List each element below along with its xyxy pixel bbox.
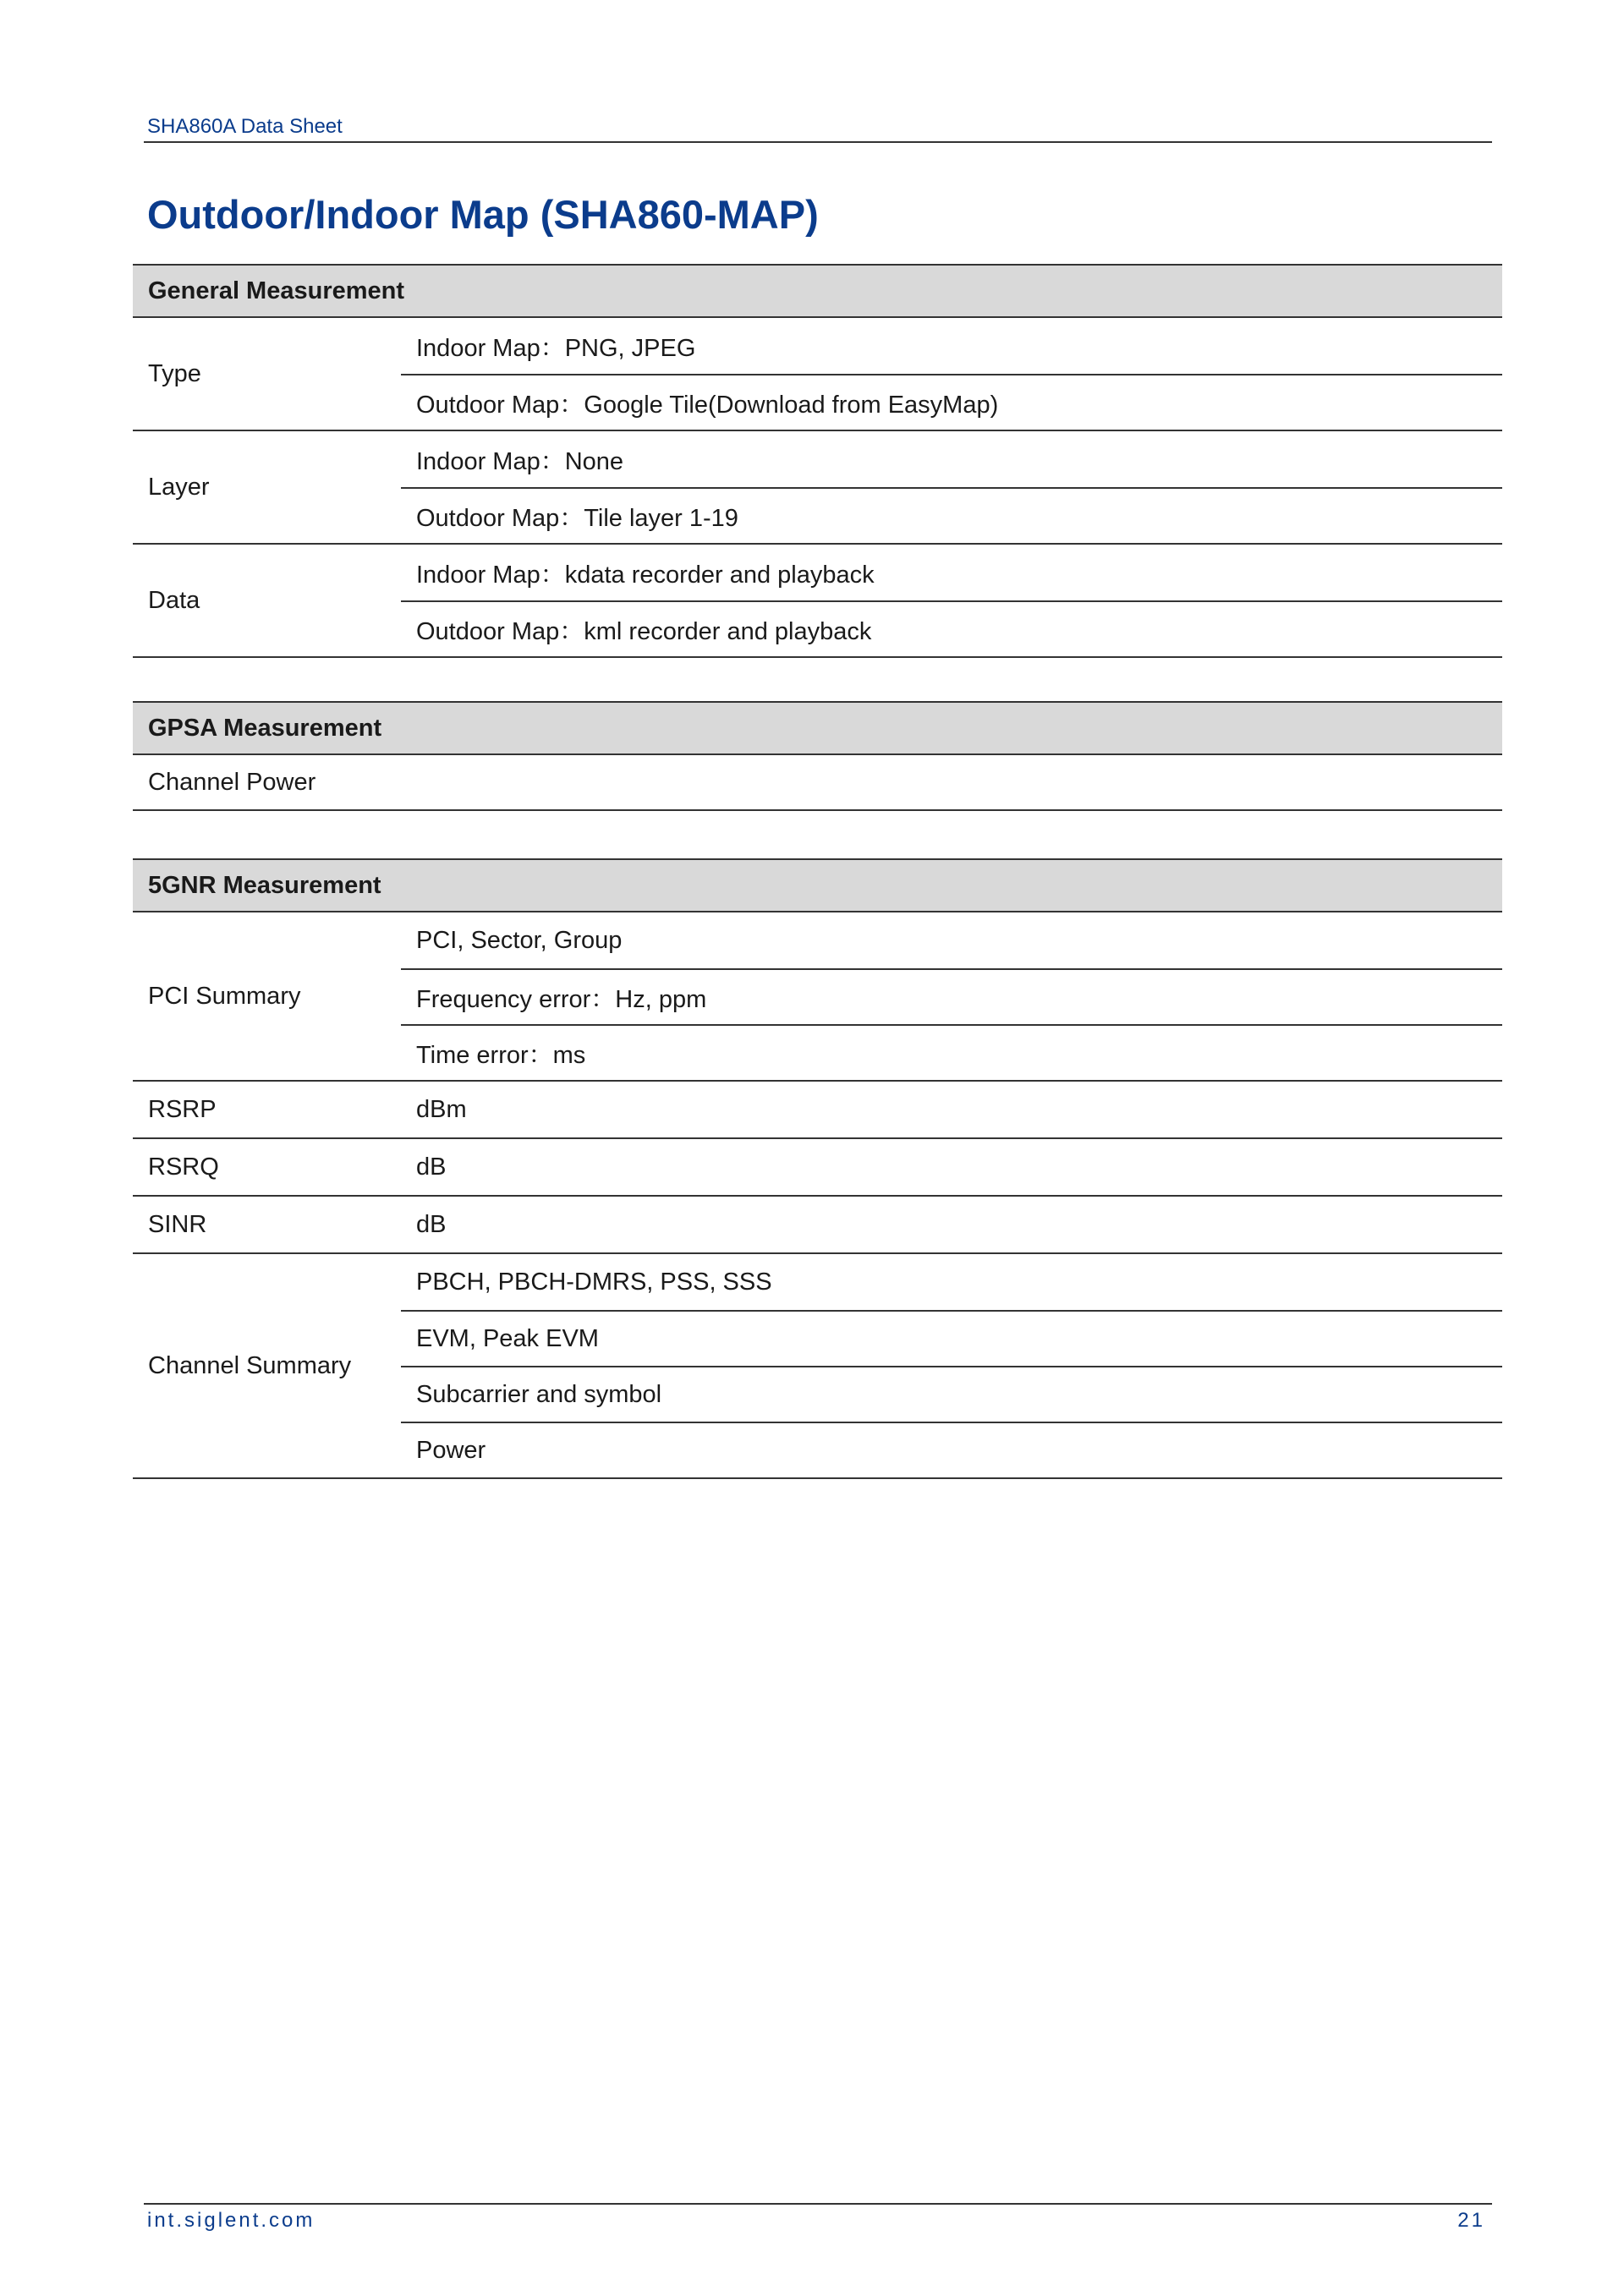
spec-label: SINR [148, 1210, 207, 1238]
spec-value: EVM, Peak EVM [401, 1310, 1502, 1366]
spec-label: RSRQ [148, 1153, 219, 1181]
spec-group-sinr [133, 1197, 1502, 1254]
spec-value: Power [401, 1422, 1502, 1477]
spec-group-rsrp [133, 1082, 1502, 1139]
5gnr-measurement-table [133, 858, 1502, 1479]
spec-label: Type [148, 359, 201, 387]
section-heading: General Measurement [133, 264, 1502, 318]
spec-value: Subcarrier and symbol [401, 1366, 1502, 1422]
spec-label: PCI Summary [148, 982, 301, 1010]
spec-value: Frequency error：Hz, ppm [401, 968, 1502, 1024]
spec-group-type [133, 318, 1502, 431]
header-divider [144, 141, 1492, 143]
page-title: Outdoor/Indoor Map (SHA860-MAP) [147, 192, 819, 237]
spec-value: Outdoor Map：kml recorder and playback [401, 600, 1502, 656]
spec-group-data [133, 545, 1502, 658]
spec-value: dB [416, 1210, 447, 1238]
spec-group-rsrq [133, 1139, 1502, 1197]
spec-group-layer [133, 431, 1502, 545]
section-heading: GPSA Measurement [133, 701, 1502, 755]
spec-value: PBCH, PBCH-DMRS, PSS, SSS [416, 1268, 772, 1296]
page-number: 21 [1457, 2209, 1485, 2232]
spec-value: Indoor Map：PNG, JPEG [416, 334, 696, 362]
spec-value: Time error：ms [401, 1024, 1502, 1080]
spec-group-channel-summary [133, 1254, 1502, 1479]
spec-value: dB [416, 1153, 447, 1181]
running-header-title: SHA860A Data Sheet [147, 115, 343, 138]
spec-value: dBm [416, 1095, 467, 1123]
spec-row-channel-power: Channel Power [133, 755, 1502, 811]
spec-value: PCI, Sector, Group [416, 926, 623, 954]
spec-label: Channel Summary [148, 1351, 352, 1379]
section-heading: 5GNR Measurement [133, 858, 1502, 912]
spec-value: Indoor Map：kdata recorder and playback [416, 561, 875, 589]
spec-label: RSRP [148, 1095, 217, 1123]
spec-label: Data [148, 586, 200, 614]
spec-value: Outdoor Map：Tile layer 1-19 [401, 487, 1502, 543]
spec-label: Layer [148, 473, 210, 501]
spec-group-pci-summary [133, 912, 1502, 1082]
general-measurement-table [133, 264, 1502, 658]
spec-value: Outdoor Map：Google Tile(Download from EasyMap) [401, 374, 1502, 430]
gpsa-measurement-table [133, 701, 1502, 811]
footer-divider [144, 2203, 1492, 2205]
spec-value: Indoor Map：None [416, 447, 624, 475]
footer-url: int.siglent.com [147, 2209, 315, 2232]
